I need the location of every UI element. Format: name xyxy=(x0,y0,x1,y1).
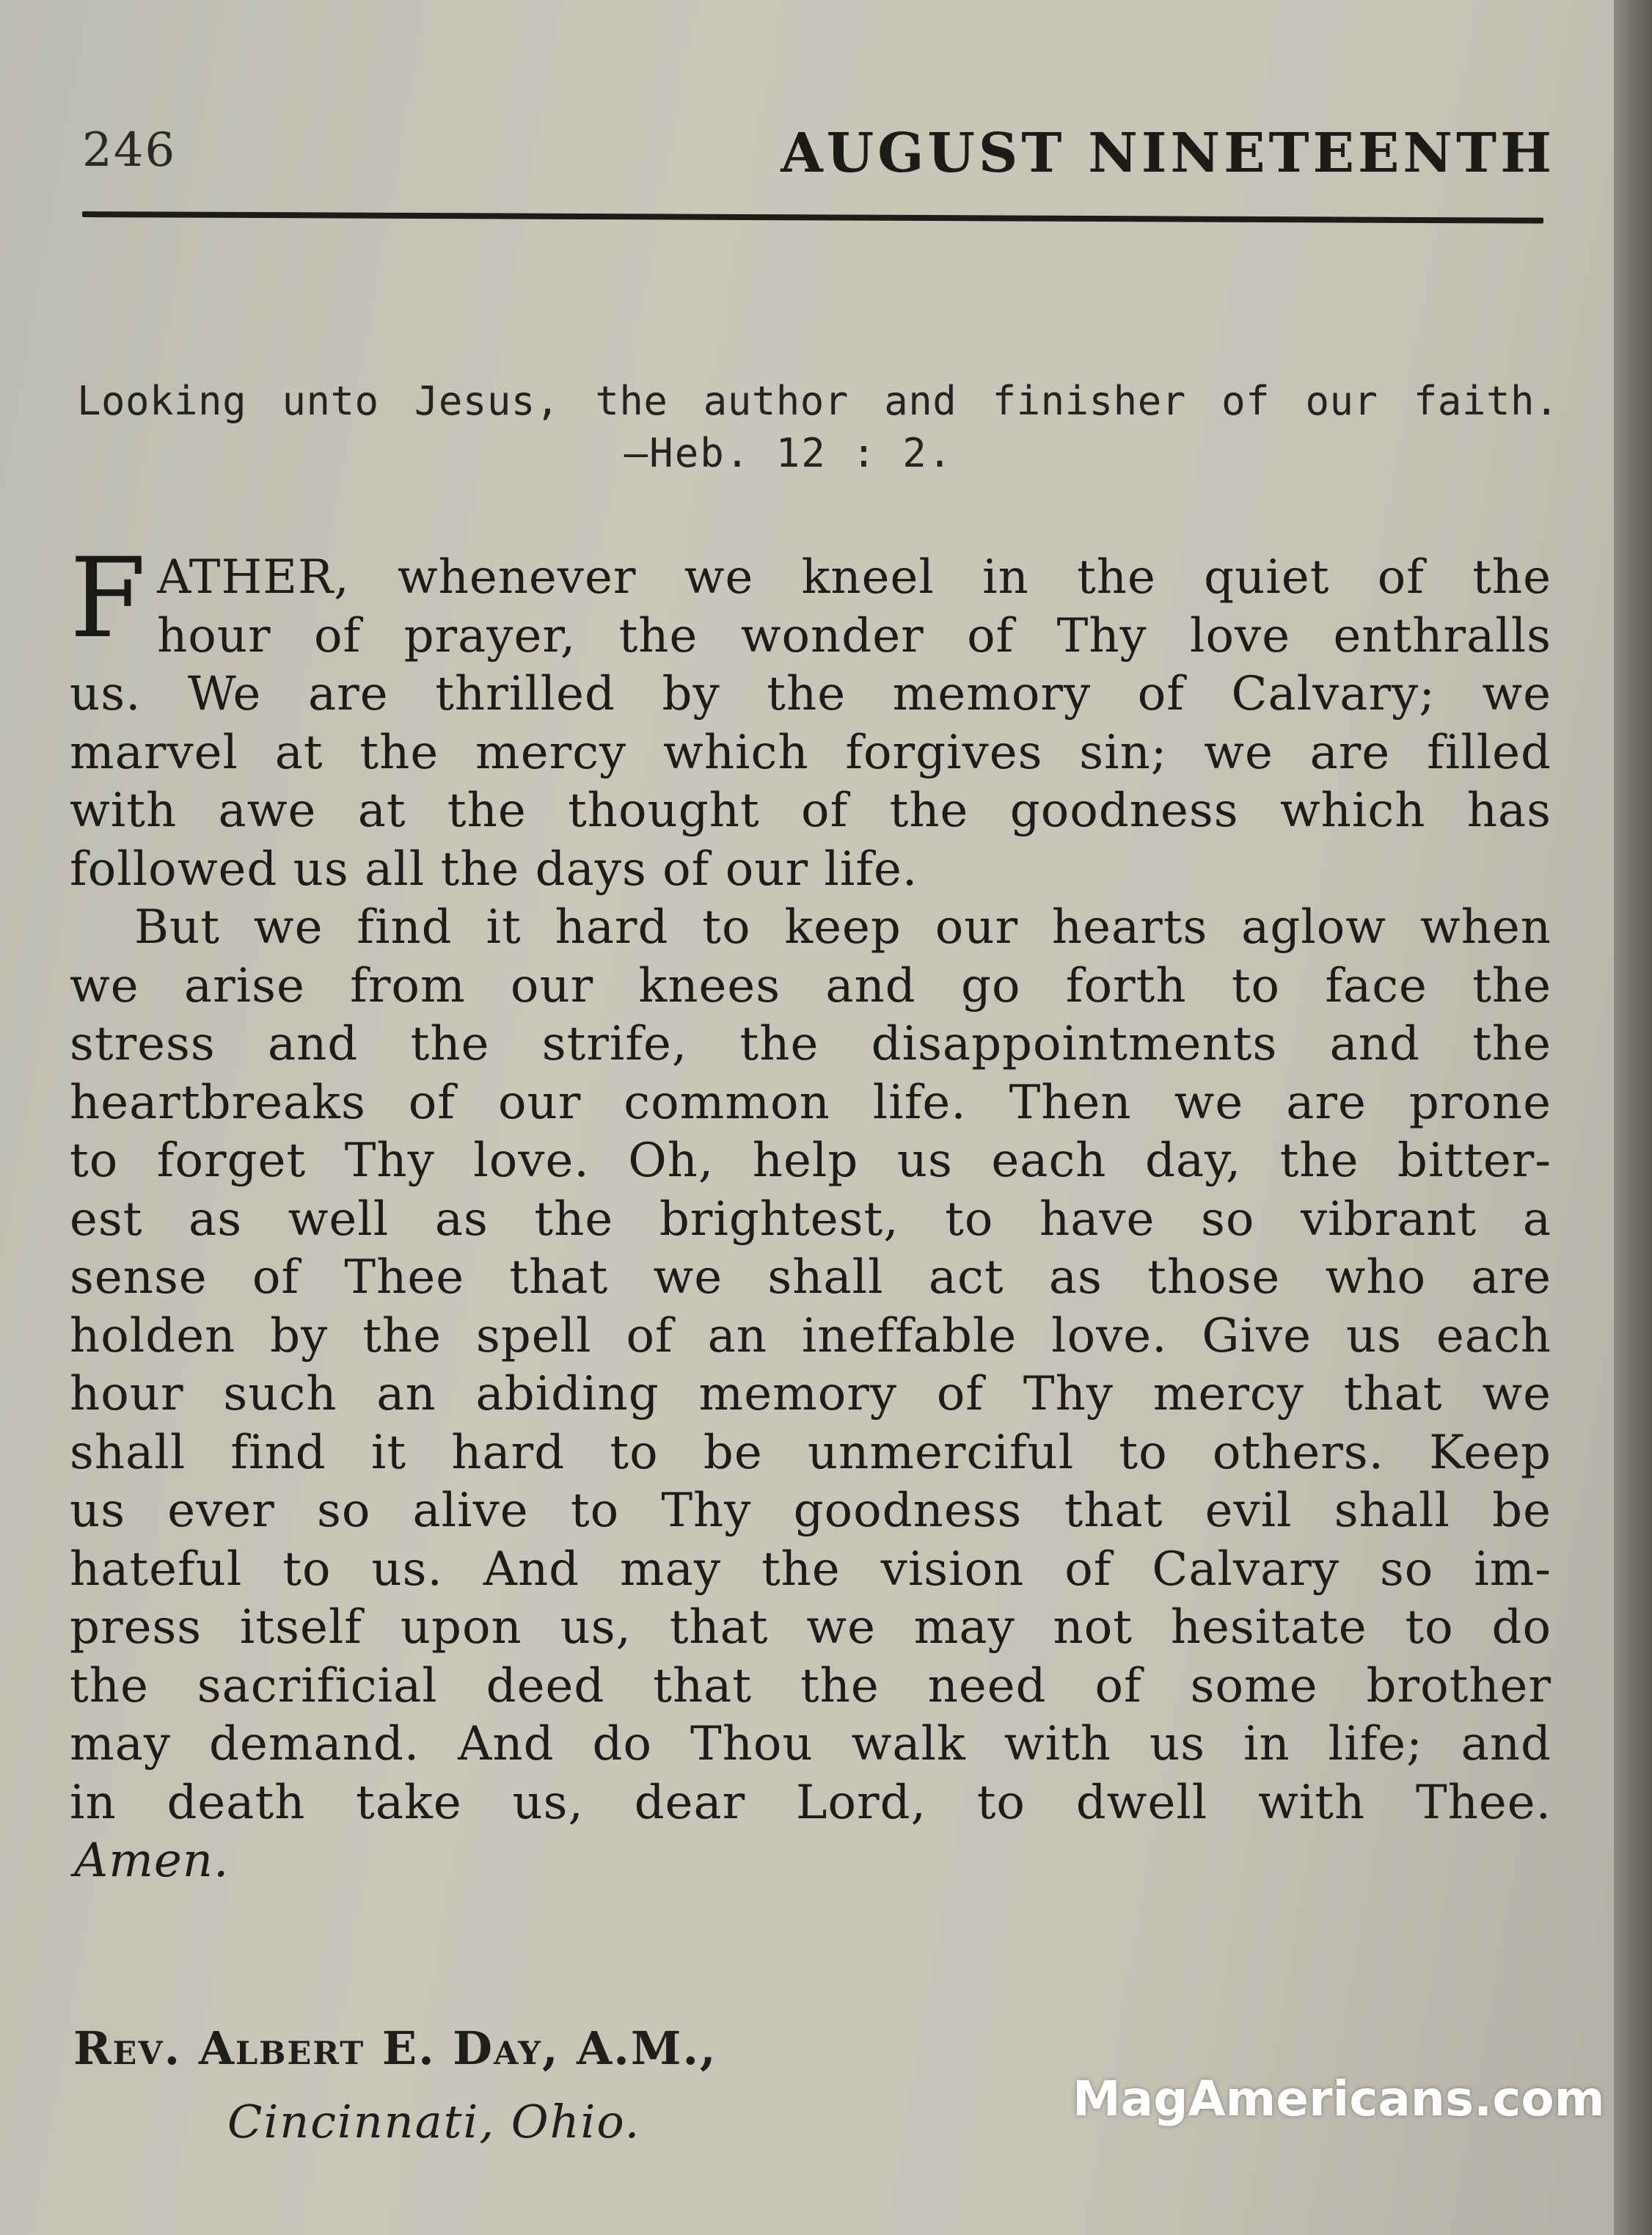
author-name: Rev. Albert E. Day, A.M., xyxy=(73,2021,717,2075)
prayer-line: holden by the spell of an ineffable love. Give us each xyxy=(70,1308,1552,1363)
prayer-line: we arise from our knees and go forth to face the xyxy=(70,958,1552,1013)
prayer-line: hour of prayer, the wonder of Thy love enthralls xyxy=(157,608,1552,663)
prayer-line: may demand. And do Thou walk with us in life; and xyxy=(70,1717,1552,1771)
prayer-line: hateful to us. And may the vision of Calvary so im- xyxy=(70,1542,1552,1597)
prayer-line: est as well as the brightest, to have so vibrant a xyxy=(70,1192,1552,1247)
book-spine-shadow xyxy=(1614,0,1652,2235)
prayer-line: marvel at the mercy which forgives sin; we are filled xyxy=(70,725,1552,780)
epigraph-reference: —Heb. 12 : 2. xyxy=(624,430,954,476)
epigraph xyxy=(77,378,1559,476)
prayer-line: us ever so alive to Thy goodness that evil shall be xyxy=(70,1484,1552,1538)
prayer-line: But we find it hard to keep our hearts aglow when xyxy=(134,900,1552,955)
prayer-line: followed us all the days of our life. xyxy=(70,842,918,897)
running-head: AUGUST NINETEENTH xyxy=(781,122,1555,185)
prayer-line: us. We are thrilled by the memory of Calvary; we xyxy=(70,667,1552,721)
page-number: 246 xyxy=(82,123,177,178)
prayer-body xyxy=(70,535,1552,1891)
page-header xyxy=(82,117,1555,183)
prayer-paragraph-1 xyxy=(70,535,1552,899)
prayer-line: stress and the strife, the disappointments and the xyxy=(70,1017,1552,1071)
watermark: MagAmericans.com xyxy=(1072,2071,1605,2127)
prayer-line: the sacrificial deed that the need of some brother xyxy=(70,1658,1552,1713)
prayer-line: ATHER, whenever we kneel in the quiet of the xyxy=(157,550,1552,605)
prayer-line: sense of Thee that we shall act as those who are xyxy=(70,1250,1552,1305)
prayer-paragraph-2 xyxy=(70,899,1552,1891)
header-rule xyxy=(82,211,1543,224)
prayer-closing: Amen. xyxy=(74,1834,230,1888)
epigraph-text: Looking unto Jesus, the author and finisher of our faith. xyxy=(77,378,1559,424)
prayer-line: press itself upon us, that we may not hesitate to do xyxy=(70,1600,1552,1655)
drop-cap: F xyxy=(70,535,147,663)
author-location: Cincinnati, Ohio. xyxy=(227,2095,641,2148)
prayer-line: in death take us, dear Lord, to dwell with Thee. xyxy=(70,1775,1552,1830)
prayer-line: to forget Thy love. Oh, help us each day, the bitter- xyxy=(70,1134,1552,1188)
prayer-line: hour such an abiding memory of Thy mercy that we xyxy=(70,1367,1552,1421)
prayer-line: heartbreaks of our common life. Then we are prone xyxy=(70,1075,1552,1130)
prayer-line: with awe at the thought of the goodness which has xyxy=(70,784,1552,838)
prayer-line: shall find it hard to be unmerciful to others. Keep xyxy=(70,1425,1552,1480)
